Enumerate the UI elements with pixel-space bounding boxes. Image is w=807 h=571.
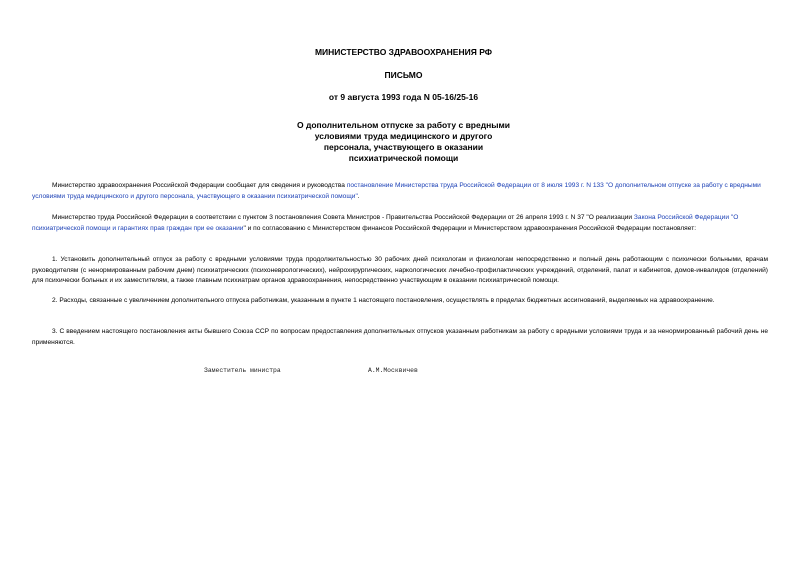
doc-type-heading: ПИСЬМО xyxy=(384,70,423,80)
date-number-heading: от 9 августа 1993 года N 05-16/25-16 xyxy=(328,92,479,102)
subject-line: психиатрической помощи xyxy=(348,153,459,163)
paragraph-text: " и по согласованию с Министерством финансов Российской Федерации и Министерством здравоохранения Российской Федерации постановляет: xyxy=(243,224,697,232)
paragraph-text: Министерство труда Российской Федерации в соответствии с пунктом 3 постановления Совета Министров - Правительства Российской Федерации от 26 апреля 1993 г. N 37 "О реализации xyxy=(52,214,634,221)
subject-line: условиями труда медицинского и другого xyxy=(314,131,493,141)
subject-line: персонала, участвующего в оказании xyxy=(323,142,484,152)
paragraph-text: Министерство здравоохранения Российской Федерации сообщает для сведения и руководства xyxy=(52,182,347,189)
paragraph-text: . xyxy=(357,192,360,200)
ministry-heading: МИНИСТЕРСТВО ЗДРАВООХРАНЕНИЯ РФ xyxy=(314,47,493,57)
paragraph-item-3: 3. С введением настоящего постановления акты бывшего Союза ССР по вопросам предоставления дополнительных отпусков указанным работникам за работу с вредными условиями труда и за ненормированный рабочий день не применяются. xyxy=(32,328,768,346)
subject-line: О дополнительном отпуске за работу с вредными xyxy=(296,120,511,130)
paragraph-intro xyxy=(32,181,768,202)
link-resolution-133[interactable]: постановление Министерства труда Российской Федерации от 8 июля 1993 г. N 133 "О дополнительном отпуске за работу с вредными условиями труда медицинского и другого персонала, участвующего в оказании психиатрической помощи" xyxy=(32,182,761,200)
paragraph-basis xyxy=(32,213,768,234)
paragraph-item-2: 2. Расходы, связанные с увеличением дополнительного отпуска работникам, указанным в пункте 1 настоящего постановления, осуществлять в пределах бюджетных ассигнований, выделяемых на здравоохранение. xyxy=(52,297,715,304)
signature-name: А.М.Москвичев xyxy=(368,367,418,374)
paragraph-item-1: 1. Установить дополнительный отпуск за работу с вредными условиями труда продолжительностью 30 рабочих дней психологам и физиологам непосредственно и полный день работающим с психически больными, врачам руководителям (с ненормированным рабочим днем) психиатрических (психоневрологических), нейрохирургических, наркологических лечебно-профилактических учреждений, отделений, палат и кабинетов, домов-инвалидов (отделений) для психически больных и их заместителям, а также главным психиатрам органов здравоохранения, непосредственно участвующим в оказании психиатрической помощи. xyxy=(32,256,768,284)
link-psychiatric-care-law[interactable]: Закона Российской Федерации "О психиатрической помощи и гарантиях прав граждан при ее оказании xyxy=(32,214,739,232)
document-subject xyxy=(250,120,557,164)
signature-position: Заместитель министра xyxy=(204,367,281,374)
